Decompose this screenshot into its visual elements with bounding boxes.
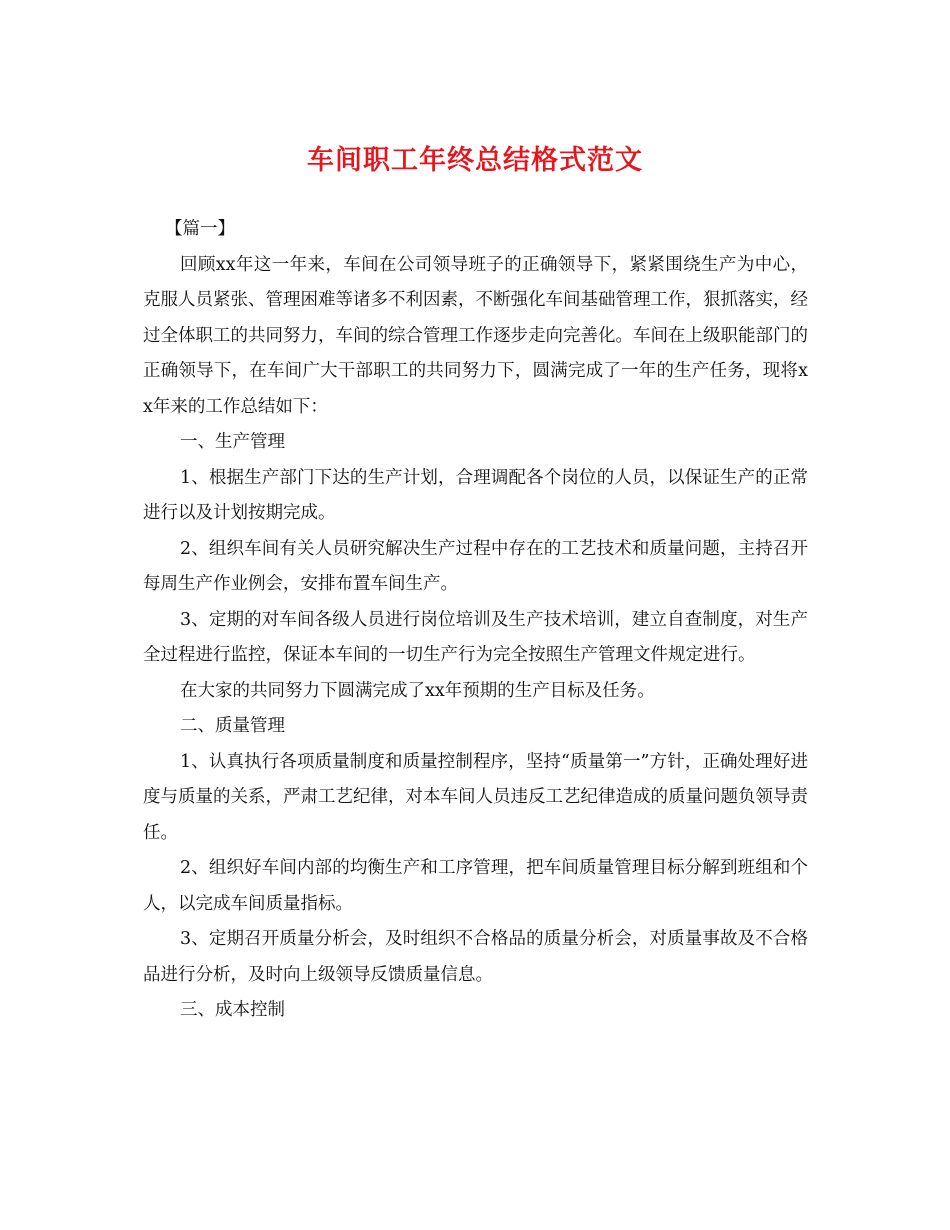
quality-item-2: 2、组织好车间内部的均衡生产和工序管理，把车间质量管理目标分解到班组和个人，以完成车间质量指标。 bbox=[143, 858, 808, 914]
production-item-1: 1、根据生产部门下达的生产计划，合理调配各个岗位的人员，以保证生产的正常进行以及计划按期完成。 bbox=[143, 467, 808, 523]
document-title: 车间职工年终总结格式范文 bbox=[307, 145, 643, 176]
quality-item-1: 1、认真执行各项质量制度和质量控制程序，坚持“质量第一”方针，正确处理好进度与质量的关系，严肃工艺纪律，对本车间人员违反工艺纪律造成的质量问题负领导责任。 bbox=[143, 751, 808, 843]
quality-item-3: 3、定期召开质量分析会，及时组织不合格品的质量分析会，对质量事故及不合格品进行分析，及时向上级领导反馈质量信息。 bbox=[143, 929, 808, 985]
section-label: 【篇一】 bbox=[165, 219, 235, 239]
heading-cost: 三、成本控制 bbox=[180, 1000, 285, 1020]
heading-quality: 二、质量管理 bbox=[180, 716, 285, 736]
document-body bbox=[143, 212, 808, 1029]
production-summary: 在大家的共同努力下圆满完成了xx年预期的生产目标及任务。 bbox=[180, 680, 655, 701]
heading-production: 一、生产管理 bbox=[180, 432, 285, 452]
production-item-3: 3、定期的对车间各级人员进行岗位培训及生产技术培训，建立自查制度，对生产全过程进行监控，保证本车间的一切生产行为完全按照生产管理文件规定进行。 bbox=[143, 609, 808, 665]
production-item-2: 2、组织车间有关人员研究解决生产过程中存在的工艺技术和质量问题，主持召开每周生产作业例会，安排布置车间生产。 bbox=[143, 538, 808, 594]
intro-paragraph: 回顾xx年这一年来，车间在公司领导班子的正确领导下，紧紧围绕生产为中心，克服人员紧张、管理困难等诸多不利因素，不断强化车间基础管理工作，狠抓落实，经过全体职工的共同努力，车间的综合管理工作逐步走向完善化。车间在上级职能部门的正确领导下，在车间广大干部职工的共同努力下，圆满完成了一年的生产任务，现将xx年来的工作总结如下： bbox=[143, 254, 808, 417]
